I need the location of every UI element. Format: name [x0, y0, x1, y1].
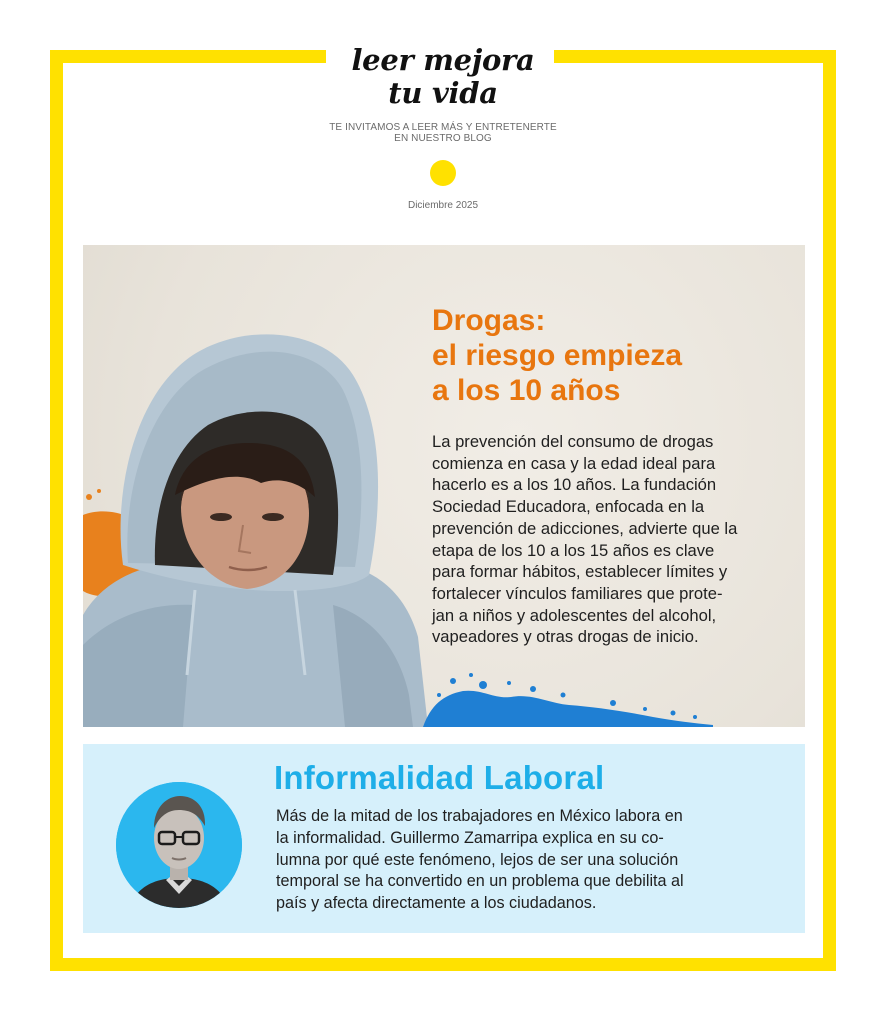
body-line: hacerlo es a los 10 años. La fundación [432, 475, 717, 495]
body-line: temporal se ha convertido en un problema que debilita al [276, 872, 684, 891]
issue-date: Diciembre 2025 [407, 200, 479, 211]
masthead-line-1: leer mejora [351, 43, 535, 77]
body-line: jan a niños y adolescentes del alcohol, [432, 605, 717, 625]
body-line: Más de la mitad de los trabajadores en México labora en [276, 807, 683, 825]
body-line: país y afecta directamente a los ciudadanos. [276, 894, 597, 913]
tagline-line-1: TE INVITAMOS A LEER MÁS Y ENTRETENERTE [329, 122, 557, 133]
drugs-article-title[interactable] [432, 303, 792, 408]
columnist-portrait-image [116, 782, 242, 908]
body-line: lumna por qué este fenómeno, lejos de ser una solución [276, 850, 679, 869]
blue-paint-splash [413, 655, 713, 727]
title-line: el riesgo empieza [432, 339, 683, 372]
drugs-article[interactable] [83, 245, 805, 727]
body-line: La prevención del consumo de drogas [432, 432, 714, 451]
drugs-article-body [432, 431, 782, 648]
columnist-avatar [116, 782, 242, 908]
masthead-line-2: tu vida [388, 76, 498, 110]
informality-article-body [276, 806, 776, 915]
body-line: vapeadores y otras drogas de inicio. [432, 627, 699, 647]
body-line: etapa de los 10 a los 15 años es clave [432, 540, 715, 560]
title-line: a los 10 años [432, 374, 621, 407]
masthead [300, 44, 586, 110]
informality-article[interactable] [83, 744, 805, 933]
tagline-line-2: EN NUESTRO BLOG [394, 133, 492, 144]
tagline [290, 122, 596, 144]
body-line: fortalecer vínculos familiares que prote- [432, 583, 723, 603]
body-line: comienza en casa y la edad ideal para [432, 453, 716, 473]
body-line: Sociedad Educadora, enfocada en la [432, 497, 705, 517]
body-line: la informalidad. Guillermo Zamarripa explica en su co- [276, 828, 664, 847]
body-line: prevención de adicciones, advierte que la [432, 518, 738, 538]
informality-article-title[interactable]: Informalidad Laboral [274, 759, 605, 796]
yellow-dot [430, 160, 456, 186]
title-line: Drogas: [432, 304, 546, 337]
teen-hoodie-image [83, 245, 443, 727]
body-line: para formar hábitos, establecer límites y [432, 562, 728, 582]
